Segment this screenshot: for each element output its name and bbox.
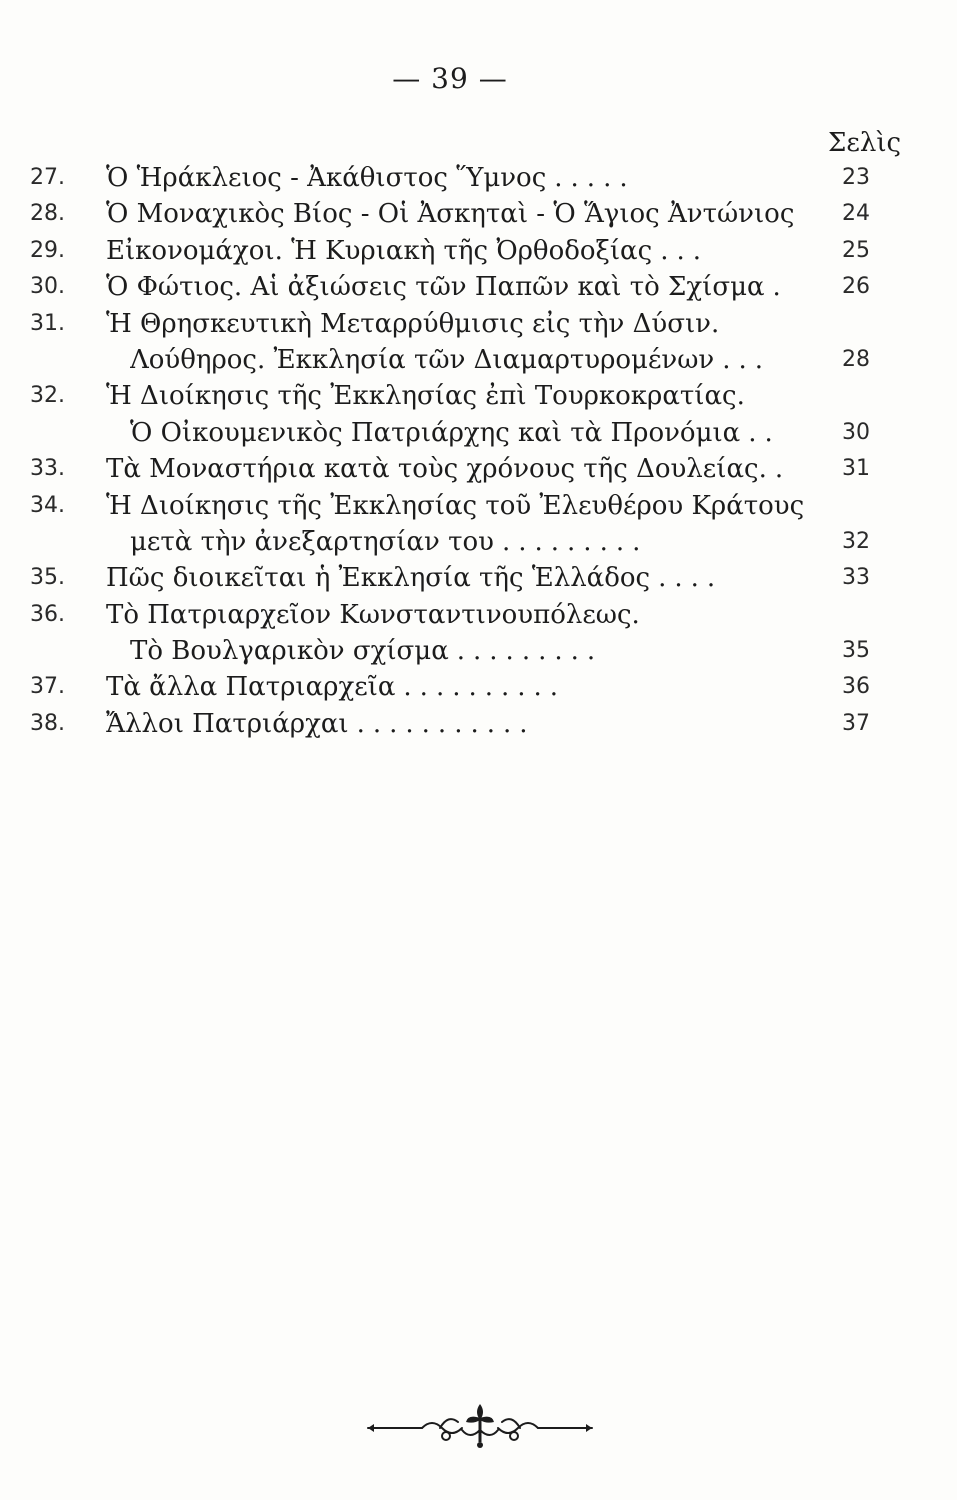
entry-title: [106, 269, 806, 305]
dot-leader: ...........: [356, 708, 536, 739]
toc-entry: [0, 597, 957, 633]
entry-title-text: μετὰ τὴν ἀνεξαρτησίαν του: [130, 526, 494, 557]
dot-leader: ...: [722, 344, 772, 375]
entry-number: 29.: [30, 237, 65, 263]
dot-leader: .........: [456, 636, 604, 667]
table-of-contents: [0, 160, 957, 742]
entry-title: [106, 196, 806, 232]
toc-entry: [0, 451, 957, 487]
entry-title: [106, 669, 806, 705]
entry-page: 23: [842, 165, 870, 190]
entry-page: 24: [842, 201, 870, 227]
toc-entry: [0, 378, 957, 414]
dot-leader: [719, 309, 727, 339]
entry-title-text: Ὁ Φώτιος. Αἱ ἀξιώσεις τῶν Παπῶν καὶ τὸ Σχίσμα: [106, 272, 765, 303]
entry-title: [130, 524, 806, 560]
entry-page: 35: [842, 638, 870, 664]
entry-title-text: Τὸ Βουλγαρικὸν σχίσμα: [130, 636, 449, 667]
entry-title-text: Ὁ Μοναχικὸς Βίος - Οἱ Ἀσκηταὶ - Ὁ Ἅγιος Ἀντώνιος: [106, 199, 795, 230]
entry-title-text: Ἄλλοι Πατριάρχαι: [106, 708, 349, 739]
entry-page: 33: [842, 565, 870, 591]
entry-title: [106, 451, 806, 487]
page-number: — 39 —: [392, 62, 508, 95]
entry-title-text: Ἡ Θρησκευτικὴ Μεταρρύθμισις εἰς τὴν Δύσιν.: [106, 308, 720, 339]
entry-number: 37.: [30, 674, 65, 700]
entry-title: [106, 378, 806, 414]
entry-title: [130, 342, 806, 378]
dot-leader: [640, 600, 648, 630]
entry-number: 31.: [30, 310, 65, 336]
dot-leader: [804, 491, 806, 521]
entry-title-text: Ὁ Ἡράκλειος - Ἀκάθιστος Ὕμνος: [106, 163, 547, 193]
dot-leader: ...: [660, 235, 709, 266]
entry-number: 33.: [30, 456, 65, 482]
dot-leader: [745, 381, 753, 411]
dot-leader: .: [772, 272, 789, 303]
entry-title-text: Πῶς διοικεῖται ἡ Ἐκκλησία τῆς Ἑλλάδος: [106, 563, 651, 594]
toc-entry-continuation: [0, 342, 957, 378]
entry-title: [106, 597, 806, 633]
entry-title: [106, 233, 806, 269]
entry-page: 32: [842, 528, 870, 554]
entry-number: 32.: [30, 383, 65, 409]
dot-leader: ..: [748, 417, 781, 448]
entry-number: 34.: [30, 492, 65, 518]
toc-entry: [0, 488, 957, 524]
entry-title: [106, 160, 806, 196]
entry-title-text: Λούθηρος. Ἐκκλησία τῶν Διαμαρτυρομένων: [130, 344, 715, 375]
dot-leader: .........: [501, 526, 649, 557]
page-column-header: Σελὶς: [828, 128, 902, 158]
entry-number: 36.: [30, 601, 65, 627]
entry-title-text: Εἰκονομάχοι. Ἡ Κυριακὴ τῆς Ὀρθοδοξίας: [106, 235, 653, 266]
toc-entry-continuation: [0, 415, 957, 451]
toc-entry-continuation: [0, 524, 957, 560]
dot-leader: ..........: [403, 672, 567, 703]
entry-number: 38.: [30, 710, 65, 736]
toc-entry-continuation: [0, 633, 957, 669]
toc-entry: [0, 706, 957, 742]
toc-entry: [0, 560, 957, 596]
entry-title: [106, 306, 806, 342]
entry-title: [130, 633, 806, 669]
toc-entry: [0, 160, 957, 196]
entry-page: 37: [842, 710, 870, 736]
fleuron-ornament-icon: [360, 1400, 600, 1450]
entry-page: 36: [842, 674, 870, 700]
entry-page: 30: [842, 419, 870, 445]
toc-entry: [0, 669, 957, 705]
entry-title-text: Ἡ Διοίκησις τῆς Ἐκκλησίας τοῦ Ἐλευθέρου Κράτους: [106, 490, 805, 521]
dot-leader: ....: [658, 563, 724, 594]
entry-title-text: Ἡ Διοίκησις τῆς Ἐκκλησίας ἐπὶ Τουρκοκρατίας.: [106, 381, 745, 412]
entry-page: 26: [842, 274, 870, 300]
dot-leader: .....: [554, 163, 636, 193]
entry-number: 35.: [30, 565, 65, 591]
toc-entry: [0, 196, 957, 232]
entry-page: 28: [842, 346, 870, 372]
entry-title-text: Τὰ ἄλλα Πατριαρχεῖα: [106, 672, 396, 703]
entry-number: 27.: [30, 165, 65, 190]
dot-leader: .: [774, 454, 792, 485]
entry-title: [106, 560, 806, 596]
entry-number: 30.: [30, 274, 65, 300]
entry-page: 25: [842, 237, 870, 263]
entry-title: [106, 706, 806, 742]
entry-title-text: Τὰ Μοναστήρια κατὰ τοὺς χρόνους τῆς Δουλείας.: [106, 454, 767, 485]
toc-entry: [0, 306, 957, 342]
entry-page: 31: [842, 456, 870, 482]
entry-title: [130, 415, 806, 451]
entry-title-text: Ὁ Οἰκουμενικὸς Πατριάρχης καὶ τὰ Προνόμια: [130, 417, 741, 448]
toc-entry: [0, 233, 957, 269]
dot-leader: [794, 199, 802, 229]
entry-title: [106, 488, 806, 524]
toc-entry: [0, 269, 957, 305]
entry-title-text: Τὸ Πατριαρχεῖον Κωνσταντινουπόλεως.: [106, 599, 640, 630]
entry-number: 28.: [30, 201, 65, 227]
